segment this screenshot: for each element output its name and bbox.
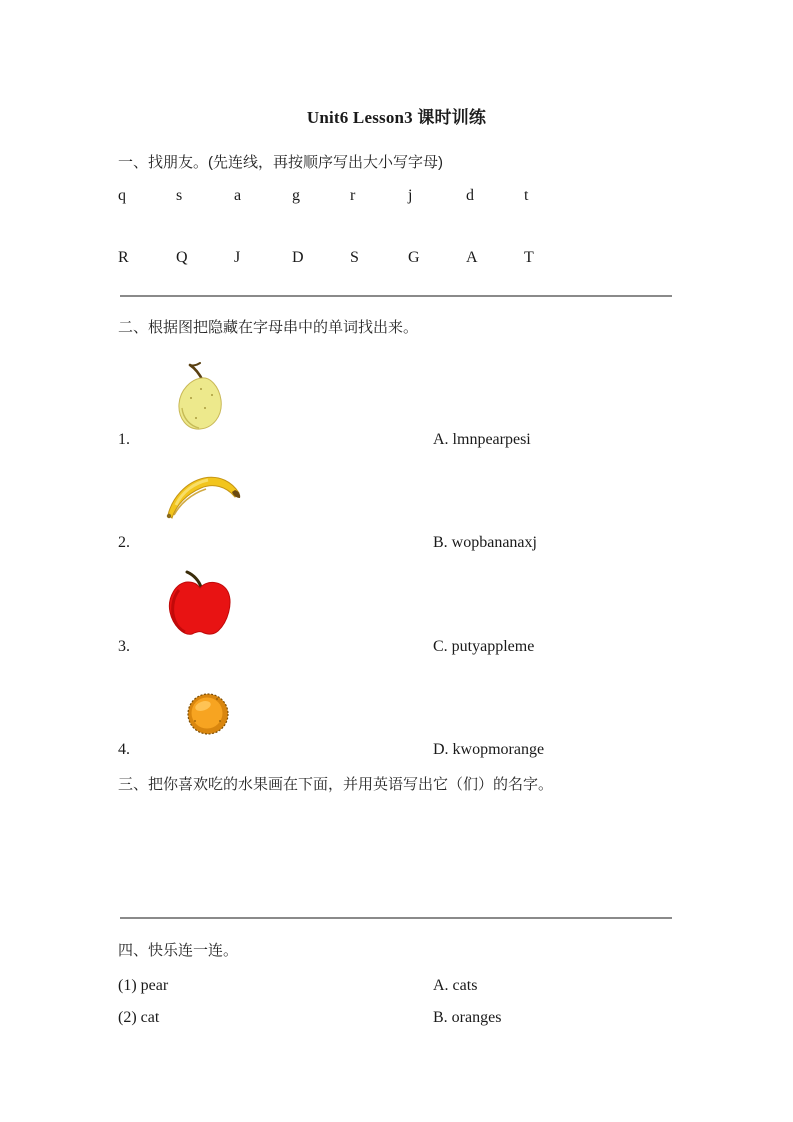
uppercase-letter: A <box>466 249 478 266</box>
exercise-item-option: B. wopbananaxj <box>433 534 537 551</box>
exercise-item-number: 4. <box>118 741 130 758</box>
uppercase-letter-row <box>118 249 582 267</box>
exercise-item-number: 2. <box>118 534 130 551</box>
orange-image <box>186 690 230 736</box>
section-divider <box>120 295 672 297</box>
lowercase-letter: s <box>176 187 183 204</box>
lowercase-letter: r <box>350 187 356 204</box>
exercise-item-option: C. putyappleme <box>433 638 535 655</box>
pear-stem-tip <box>190 363 200 365</box>
uppercase-letter: D <box>292 249 304 266</box>
lowercase-letter-row <box>118 187 582 205</box>
pear-speckle <box>204 407 206 409</box>
match-left-item: (2) cat <box>118 1009 160 1026</box>
section-divider <box>120 917 672 919</box>
uppercase-letter: S <box>350 249 359 266</box>
banana-stem-end <box>167 514 171 518</box>
exercise-item-number: 3. <box>118 638 130 655</box>
banana-image <box>164 473 244 521</box>
uppercase-letter: G <box>408 249 420 266</box>
pear-speckle <box>195 417 197 419</box>
uppercase-letter: T <box>524 249 534 266</box>
lowercase-letter: g <box>292 187 300 204</box>
uppercase-letter: Q <box>176 249 188 266</box>
lowercase-letter: d <box>466 187 474 204</box>
pear-speckle <box>211 394 213 396</box>
page-title: Unit6 Lesson3 课时训练 <box>306 108 487 127</box>
apple-image <box>166 570 234 640</box>
match-right-item: A. cats <box>433 977 478 994</box>
match-right-item: B. oranges <box>433 1009 502 1026</box>
orange-speck <box>194 720 196 722</box>
section2-heading: 二、根据图把隐藏在字母串中的单词找出来。 <box>118 319 419 336</box>
uppercase-letter: J <box>234 249 241 266</box>
section4-heading: 四、快乐连一连。 <box>118 942 239 959</box>
lowercase-letter: a <box>234 187 242 204</box>
lowercase-letter: q <box>118 187 126 204</box>
pear-speckle <box>190 397 192 399</box>
pear-body <box>179 378 221 429</box>
section3-heading: 三、把你喜欢吃的水果画在下面，并用英语写出它（们）的名字。 <box>118 776 554 793</box>
uppercase-letter: R <box>118 249 129 266</box>
banana-tip <box>232 490 240 498</box>
exercise-item-option: D. kwopmorange <box>433 741 545 758</box>
orange-speck <box>216 698 218 700</box>
lowercase-letter: j <box>408 187 413 204</box>
exercise-item-number: 1. <box>118 431 130 448</box>
pear-speckle <box>200 388 202 390</box>
orange-speck <box>219 720 221 722</box>
match-left-item: (1) pear <box>118 977 169 994</box>
exercise-item-option: A. lmnpearpesi <box>433 431 531 448</box>
section1-heading: 一、找朋友。(先连线，再按顺序写出大小写字母) <box>118 154 443 171</box>
lowercase-letter: t <box>524 187 529 204</box>
pear-image <box>170 362 232 432</box>
